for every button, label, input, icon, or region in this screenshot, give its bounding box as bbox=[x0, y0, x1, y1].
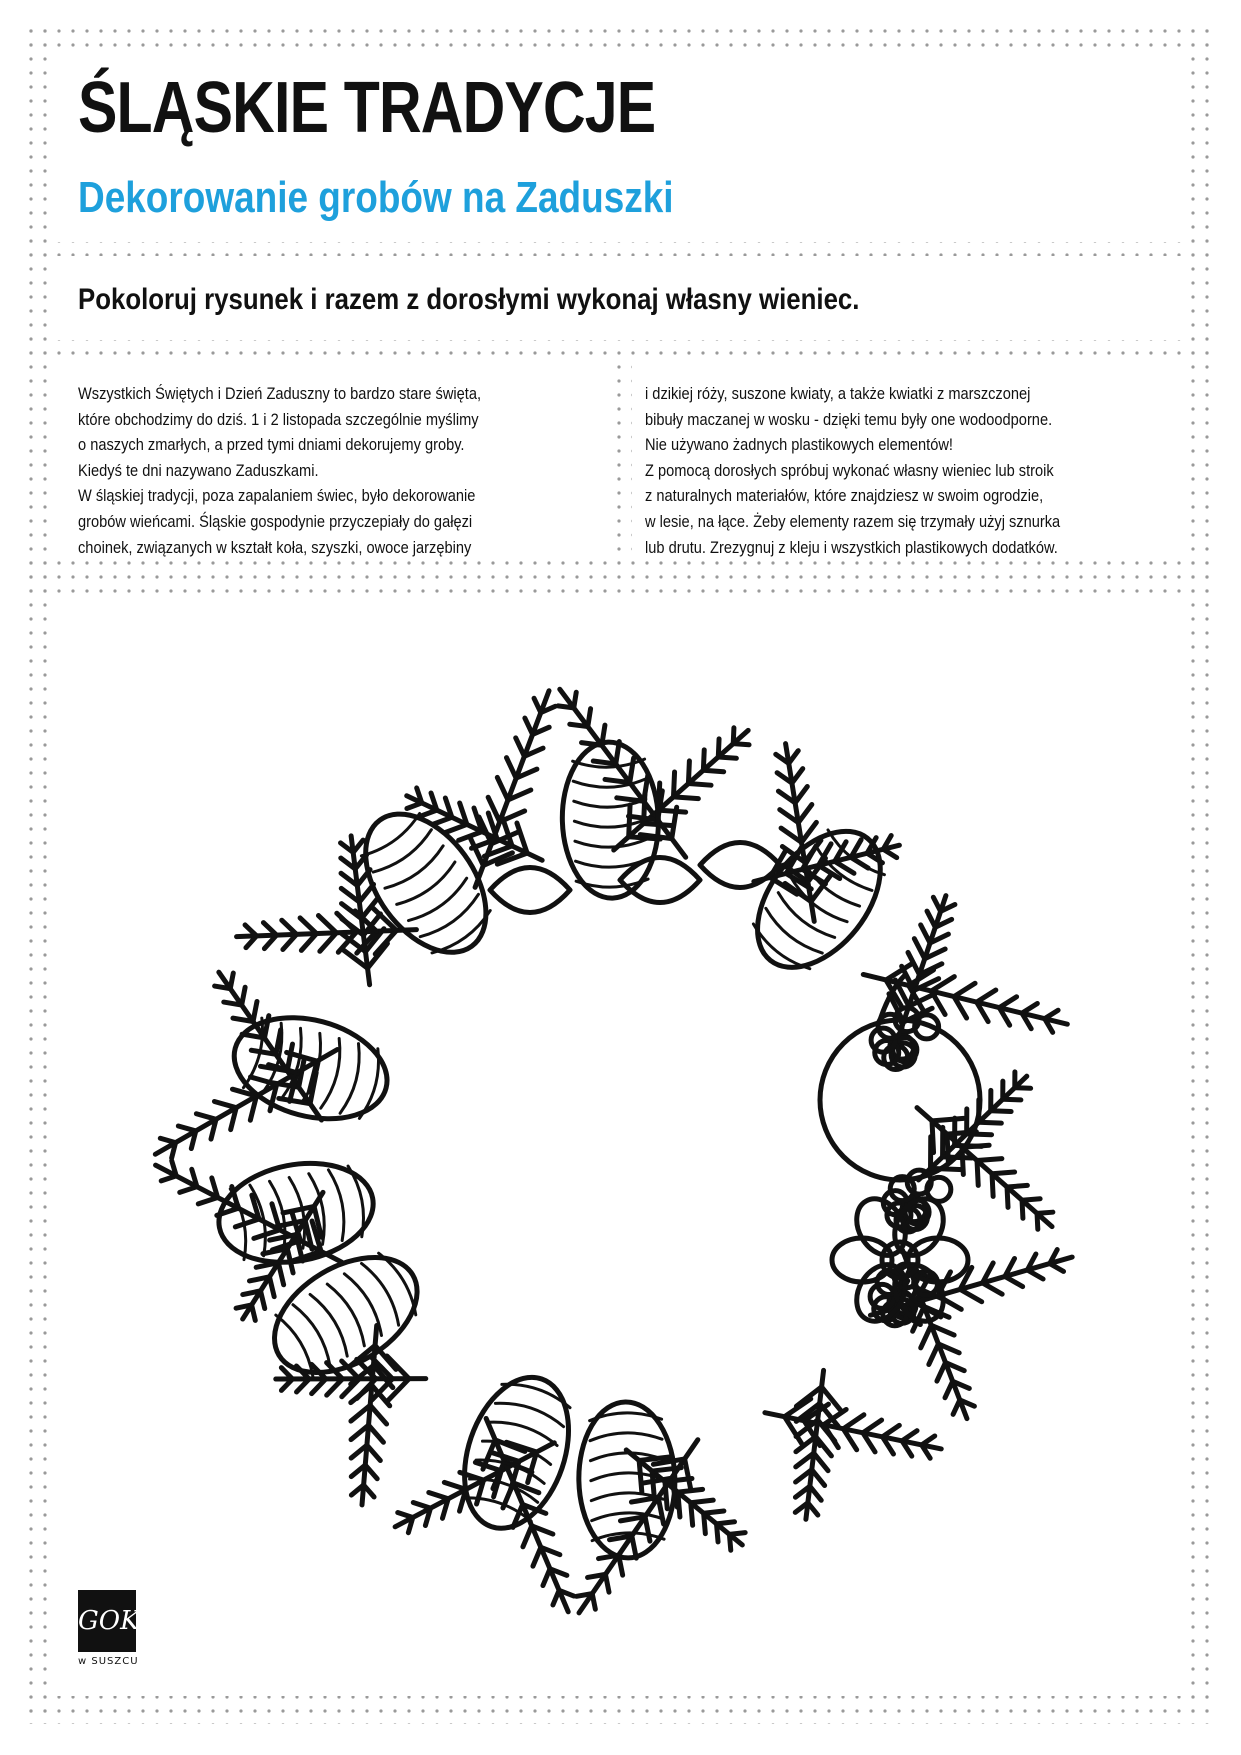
pine-needle bbox=[543, 1569, 550, 1586]
pine-needle bbox=[629, 805, 630, 837]
pine-needle bbox=[902, 1431, 917, 1441]
cone-scale bbox=[574, 819, 646, 828]
cone-scale bbox=[328, 1169, 349, 1241]
pine-needle bbox=[921, 925, 930, 943]
pine-needle bbox=[979, 1122, 1002, 1123]
pine-needle bbox=[214, 1101, 236, 1107]
pine-needle bbox=[718, 739, 719, 757]
pine-needle bbox=[574, 692, 576, 708]
pine-needle bbox=[733, 744, 749, 745]
pine-needle bbox=[947, 1134, 948, 1163]
cone-scale bbox=[327, 1281, 370, 1346]
pine-needle bbox=[196, 1114, 216, 1120]
pine-needle bbox=[224, 1002, 242, 1005]
pine-needle bbox=[685, 1459, 691, 1490]
pine-needle bbox=[977, 1161, 978, 1186]
pine-needle bbox=[1022, 1003, 1037, 1013]
text-line: z naturalnych materiałów, które znajdziesz w swoim ogrodzie, bbox=[645, 486, 1044, 506]
pine-needle bbox=[960, 1289, 982, 1301]
pine-needle bbox=[927, 911, 935, 927]
pine-needle bbox=[300, 918, 316, 934]
text-line: w lesie, na łące. Żeby elementy razem się trzymały użyj sznurka bbox=[645, 511, 1061, 531]
pine-needle bbox=[180, 1187, 197, 1193]
pine-needle bbox=[937, 1363, 946, 1382]
pine-needle bbox=[688, 784, 711, 786]
pine-needle bbox=[1005, 1276, 1023, 1286]
cone-scale bbox=[362, 1260, 405, 1325]
pine-needle bbox=[792, 769, 803, 784]
pine-needle bbox=[914, 939, 924, 959]
text-line: Nie używano żadnych plastikowych elementów! bbox=[645, 435, 953, 455]
cone-scale bbox=[786, 877, 847, 927]
pine-needle bbox=[977, 990, 996, 1002]
cone-scale bbox=[420, 894, 482, 942]
text-line: W śląskiej tradycji, poza zapalaniem świec, było dekorowanie bbox=[78, 486, 476, 506]
pine-needle bbox=[235, 1219, 259, 1227]
pine-needle bbox=[691, 1503, 693, 1526]
pine-branch bbox=[560, 689, 686, 857]
pine-cone bbox=[733, 808, 905, 990]
pine-needle bbox=[691, 1500, 714, 1503]
pine-needle bbox=[645, 1517, 650, 1541]
pine-needle bbox=[337, 913, 357, 932]
pine-needle bbox=[1022, 1200, 1023, 1218]
pine-needle bbox=[605, 1574, 609, 1592]
pine-needle bbox=[659, 810, 686, 812]
pine-needle bbox=[718, 757, 736, 758]
page-title: ŚLĄSKIE TRADYCJE bbox=[78, 68, 656, 148]
pine-needle bbox=[704, 1511, 724, 1513]
page-subtitle: Dekorowanie grobów na Zaduszki bbox=[78, 173, 674, 222]
pine-needle bbox=[506, 758, 516, 779]
pine-needle bbox=[992, 1172, 1015, 1174]
cone-scale bbox=[385, 846, 447, 894]
pine-needle bbox=[1037, 1213, 1038, 1229]
pine-needle bbox=[882, 1425, 899, 1436]
pine-needle bbox=[810, 1486, 821, 1500]
pine-needle bbox=[198, 1197, 217, 1203]
pine-needle bbox=[253, 1001, 257, 1021]
pine-needle bbox=[688, 761, 689, 784]
pine-needle bbox=[843, 1415, 864, 1429]
pine-needle bbox=[588, 709, 591, 727]
pine-needle bbox=[370, 1405, 386, 1424]
text-column-right bbox=[645, 381, 1127, 560]
pine-needle bbox=[673, 797, 698, 799]
pine-cone bbox=[210, 1151, 381, 1275]
pine-needle bbox=[665, 1479, 692, 1482]
pine-needle bbox=[953, 1400, 960, 1414]
cone-scale bbox=[340, 1044, 365, 1115]
cone-scale bbox=[590, 1432, 662, 1440]
pine-needle bbox=[516, 738, 525, 756]
pine-needle bbox=[525, 718, 533, 734]
pine-needle bbox=[1007, 1185, 1027, 1187]
logo-caption: w SUSZCU bbox=[78, 1656, 139, 1667]
cone-scale bbox=[397, 862, 459, 910]
cone-scale bbox=[293, 1301, 336, 1366]
pine-needle bbox=[413, 1503, 430, 1509]
pine-needle bbox=[1015, 1088, 1031, 1089]
pine-needle bbox=[318, 916, 336, 933]
text-line: Kiedyś te dni nazywano Zaduszkami. bbox=[78, 460, 319, 480]
text-line: które obchodzimy do dziś. 1 i 2 listopada szczególnie myślimy bbox=[78, 409, 479, 429]
pine-needle bbox=[795, 787, 807, 803]
pine-needle bbox=[992, 1174, 993, 1197]
pine-needle bbox=[230, 973, 233, 989]
pine-needle bbox=[261, 1291, 265, 1309]
pine-needle bbox=[630, 758, 634, 783]
pine-needle bbox=[704, 1513, 706, 1533]
pine-needle bbox=[703, 770, 723, 771]
wreath-illustration bbox=[100, 630, 1140, 1660]
cone-scale bbox=[408, 878, 470, 926]
pine-needle bbox=[678, 1492, 680, 1517]
pine-needle bbox=[570, 724, 588, 726]
pine-needle bbox=[639, 1460, 642, 1492]
pine-needle bbox=[236, 1305, 252, 1308]
pine-needle bbox=[798, 804, 812, 822]
pine-needle bbox=[929, 1344, 939, 1365]
logo-mark: GOK bbox=[78, 1590, 136, 1652]
pine-needle bbox=[269, 1277, 274, 1297]
instruction-text: Pokoloruj rysunek i razem z dorosłymi wykonaj własny wieniec. bbox=[78, 283, 860, 316]
pine-needle bbox=[717, 1524, 719, 1542]
pine-needle bbox=[814, 1453, 828, 1471]
pine-needle bbox=[553, 1590, 559, 1605]
leaf bbox=[490, 868, 570, 913]
cone-scale bbox=[344, 1270, 387, 1335]
pine-needle bbox=[863, 1420, 882, 1433]
cone-scale bbox=[373, 830, 435, 878]
pine-needle bbox=[369, 1425, 384, 1442]
pine-needle bbox=[242, 987, 245, 1005]
text-column-left bbox=[78, 381, 560, 560]
pine-needle bbox=[945, 1381, 953, 1397]
pine-needle bbox=[812, 1470, 825, 1486]
pine-needle bbox=[977, 1159, 1002, 1161]
pine-needle bbox=[160, 1138, 175, 1142]
pine-needle bbox=[673, 772, 674, 797]
pine-needle bbox=[921, 1325, 932, 1348]
text-line: lub drutu. Zrezygnuj z kleju i wszystkich plastikowych dodatków. bbox=[645, 537, 1058, 557]
text-line: choinek, związanych w kształt koła, szyszki, owoce jarzębiny bbox=[78, 537, 472, 557]
pine-needle bbox=[233, 1018, 253, 1021]
pine-needle bbox=[883, 849, 896, 857]
text-line: i dzikiej róży, suszone kwiaty, a także kwiatki z marszczonej bbox=[645, 384, 1031, 403]
pine-needle bbox=[475, 1462, 501, 1470]
pine-needle bbox=[1003, 1099, 1021, 1100]
pine-needle bbox=[523, 1526, 532, 1547]
gok-logo bbox=[78, 1590, 168, 1678]
pine-needle bbox=[1027, 1270, 1043, 1279]
pine-needle bbox=[1022, 1199, 1040, 1200]
pine-needle bbox=[588, 1574, 606, 1577]
text-line: o naszych zmarłych, a przed tymi dniami dekorujemy groby. bbox=[78, 435, 465, 455]
text-line: Z pomocą dorosłych spróbuj wykonać własny wieniec lub stroik bbox=[645, 460, 1054, 480]
pine-needle bbox=[932, 1118, 964, 1120]
pine-needle bbox=[703, 750, 704, 770]
text-line: Wszystkich Świętych i Dzień Zaduszny to bardzo stare święta, bbox=[78, 384, 482, 403]
pine-needle bbox=[420, 810, 437, 816]
pine-needle bbox=[982, 1283, 1002, 1294]
pine-needle bbox=[678, 1489, 703, 1492]
pine-needle bbox=[433, 817, 452, 824]
pine-needle bbox=[999, 997, 1016, 1008]
pine-needle bbox=[497, 777, 508, 800]
cone-scale bbox=[310, 1291, 353, 1356]
pine-needle bbox=[717, 1522, 735, 1524]
pine-needle bbox=[1007, 1187, 1008, 1207]
cone-scale bbox=[361, 814, 423, 862]
pine-needle bbox=[398, 1513, 413, 1518]
pine-needle bbox=[278, 1263, 283, 1285]
leaf bbox=[700, 843, 780, 888]
pine-needle bbox=[954, 983, 975, 996]
pine-needle bbox=[287, 1044, 292, 1071]
pine-needle bbox=[991, 1111, 1011, 1112]
pine-needle bbox=[729, 1534, 730, 1550]
pine-needle bbox=[367, 1445, 380, 1460]
pine-needle bbox=[1050, 1264, 1064, 1272]
text-line: bibuły maczanej w wosku - dzięki temu były one wodoodporne. bbox=[645, 409, 1053, 429]
pine-needle bbox=[533, 1547, 541, 1566]
pine-needle bbox=[932, 1121, 934, 1153]
cone-scale bbox=[575, 839, 647, 848]
text-line: grobów wieńcami. Śląskie gospodynie przyczepiały do gałęzi bbox=[78, 511, 473, 531]
cone-scale bbox=[774, 893, 835, 943]
pine-needle bbox=[605, 779, 630, 782]
pine-needle bbox=[593, 761, 615, 764]
pine-needle bbox=[178, 1126, 195, 1131]
pine-needle bbox=[665, 1482, 667, 1509]
pine-needle bbox=[577, 1594, 593, 1597]
pine-needle bbox=[446, 824, 467, 832]
pine-needle bbox=[429, 1492, 448, 1498]
